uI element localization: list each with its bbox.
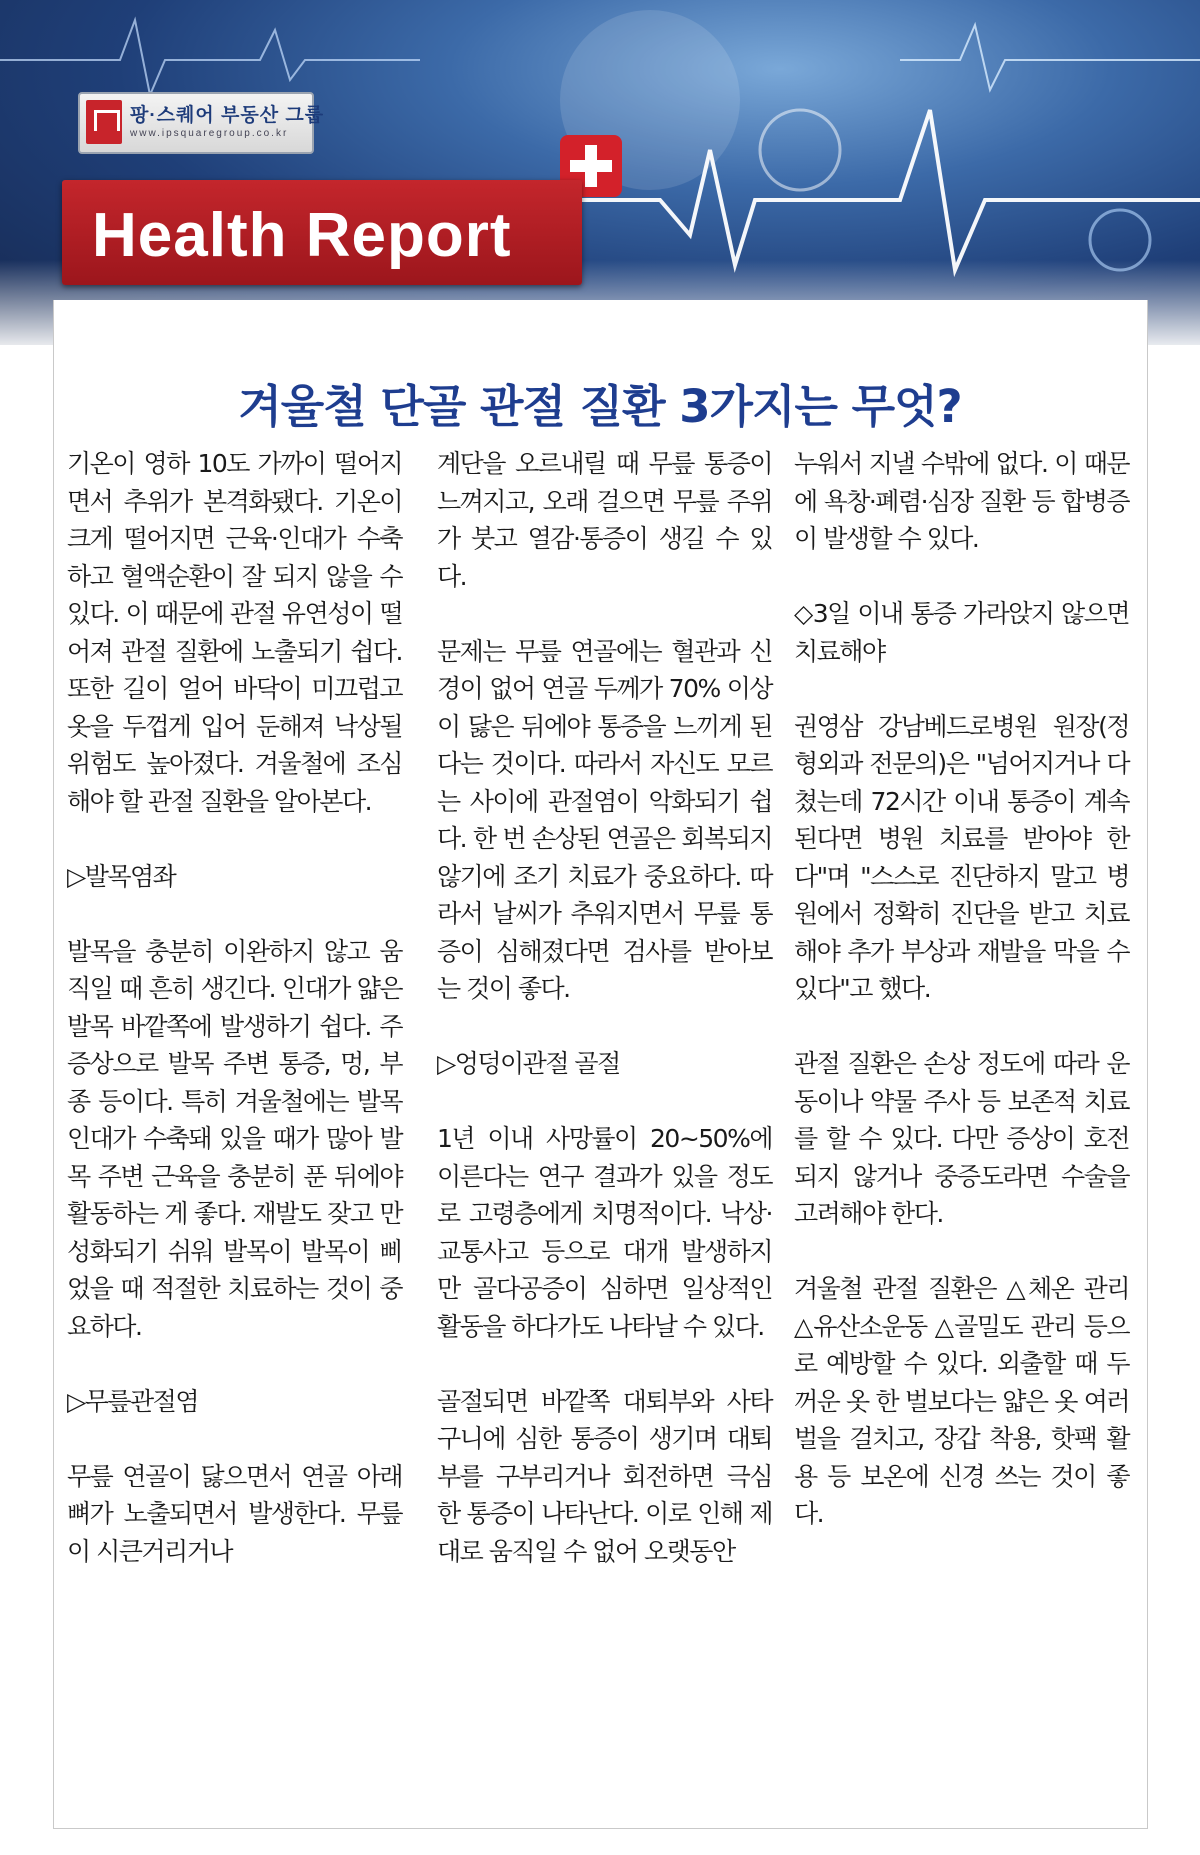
banner-text: Health Report [92,201,512,270]
article-column-3 [794,445,1129,1533]
paragraph: 무릎 연골이 닳으면서 연골 아래 뼈가 노출되면서 발생한다. 무릎이 시큰거리거나 [67,1461,402,1566]
paragraph: 권영삼 강남베드로병원 원장(정형외과 전문의)은 "넘어지거나 다쳤는데 72시간 이내 통증이 계속된다면 병원 치료를 받아야 한다"며 "스스로 진단하지 말고 병원에서 정확히 진단을 받고 치료해야 추가 부상과 재발을 막을 수 있다"고 했다. [794,711,1129,1003]
paragraph: 골절되면 바깥쪽 대퇴부와 사타구니에 심한 통증이 생기며 대퇴부를 구부리거나 회전하면 극심한 통증이 나타난다. 이로 인해 제대로 움직일 수 없어 오랫동안 [437,1386,772,1566]
house-logo-icon [86,100,122,144]
paragraph: 계단을 오르내릴 때 무릎 통증이 느껴지고, 오래 걸으면 무릎 주위가 붓고 열감·통증이 생길 수 있다. [437,449,772,591]
section-heading: ▷무릎관절염 [67,1386,198,1416]
section-heading: ▷엉덩이관절 골절 [437,1049,620,1078]
paragraph: 문제는 무릎 연골에는 혈관과 신경이 없어 연골 두께가 70% 이상이 닳은 뒤에야 통증을 느끼게 된다는 것이다. 따라서 자신도 모르는 사이에 관절염이 악화되기 쉽다. 한 번 손상된 연골은 회복되지 않기에 조기 치료가 중요하다. 따라서 날씨가 추워지면서 무릎 통증이 심해졌다면 검사를 받아보는 것이 좋다. [437,636,772,1003]
article-column-1 [67,445,402,1570]
paragraph: 기온이 영하 10도 가까이 떨어지면서 추위가 본격화됐다. 기온이 크게 떨어지면 근육·인대가 수축하고 혈액순환이 잘 되지 않을 수 있다. 이 때문에 관절 유연성이 떨어져 관절 질환에 노출되기 쉽다. 또한 길이 얼어 바닥이 미끄럽고 옷을 두껍게 입어 둔해져 낙상될 위험도 높아졌다. 겨울철에 조심해야 할 관절 질환을 알아본다. [67,449,402,816]
paragraph: 겨울철 관절 질환은 △체온 관리 △유산소운동 △골밀도 관리 등으로 예방할 수 있다. 외출할 때 두꺼운 옷 한 벌보다는 얇은 옷 여러 벌을 걸치고, 장갑 착용, 핫팩 활용 등 보온에 신경 쓰는 것이 좋다. [794,1274,1129,1528]
company-logo [78,92,325,154]
section-heading: ▷발목염좌 [67,861,176,891]
paragraph: 관절 질환은 손상 정도에 따라 운동이나 약물 주사 등 보존적 치료를 할 수 있다. 다만 증상이 호전되지 않거나 중증도라면 수술을 고려해야 한다. [794,1049,1129,1228]
health-report-banner [62,180,582,285]
paragraph: 누워서 지낼 수밖에 없다. 이 때문에 욕창·폐렴·심장 질환 등 합병증이 발생할 수 있다. [794,449,1129,553]
company-url: www.ipsquaregroup.co.kr [130,128,289,139]
header-banner [0,0,1200,345]
article-column-2 [437,445,772,1570]
paragraph: 발목을 충분히 이완하지 않고 움직일 때 흔히 생긴다. 인대가 얇은 발목 바깥쪽에 발생하기 쉽다. 주증상으로 발목 주변 통증, 멍, 부종 등이다. 특히 겨울철에는 발목 인대가 수축돼 있을 때가 많아 발목 주변 근육을 충분히 푼 뒤에야 활동하는 게 좋다. 재발도 잦고 만성화되기 쉬워 발목이 발목이 삐었을 때 적절한 치료하는 것이 중요하다. [67,936,402,1341]
article-title: 겨울철 단골 관절 질환 3가지는 무엇? [238,380,962,434]
company-name: 팡·스퀘어 부동산 그룹 [130,105,325,126]
paragraph: 1년 이내 사망률이 20~50%에 이른다는 연구 결과가 있을 정도로 고령층에게 치명적이다. 낙상·교통사고 등으로 대개 발생하지만 골다공증이 심하면 일상적인 활동을 하다가도 나타날 수 있다. [437,1124,772,1341]
section-heading: ◇3일 이내 통증 가라앉지 않으면 치료해야 [794,599,1129,666]
